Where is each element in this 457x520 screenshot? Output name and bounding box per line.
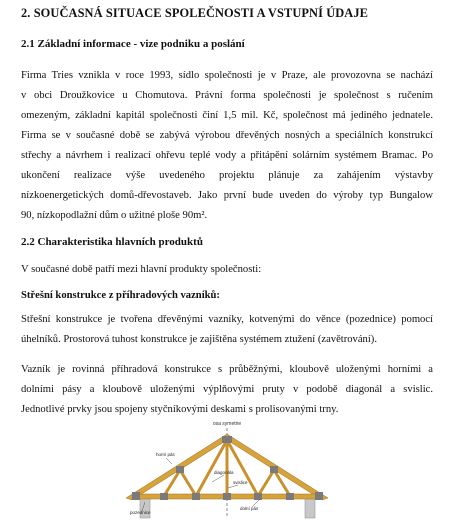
paragraph-line: omezeným, základní kapitál společnosti činí 1,5 mil. Kč, společnost má jediného jednatele.	[21, 110, 433, 121]
section-1-paragraph	[21, 66, 433, 226]
truss-diagram	[120, 418, 335, 520]
paragraph-line: v obci Droužkovice u Chomutova. Právní forma společnosti je společnost s ručením	[21, 90, 433, 101]
paragraph-line: Vazník je rovinná příhradová konstrukce s průběžnými, kloubově uloženými horními a	[21, 364, 433, 375]
chapter-heading: 2. SOUČASNÁ SITUACE SPOLEČNOSTI A VSTUPNÍ ÚDAJE	[21, 6, 369, 20]
product-paragraph-1	[21, 310, 433, 350]
diagonal-label: diagonála	[214, 470, 234, 475]
bottom-chord-label: dolní pás	[240, 506, 259, 511]
paragraph-line: nízkoenergetických domů-dřevostaveb. Jako první bude uveden do výroby typ Bungalow	[21, 190, 433, 201]
bearing-label: pozednice	[130, 510, 151, 515]
paragraph-line: Jednotlivé prvky jsou spojeny styčníkovými deskami s prolisovanými trny.	[21, 404, 339, 415]
left-wall	[140, 498, 150, 518]
paragraph-line: dolními pásy a kloubově uloženými výplňovými pruty v podobě diagonál a svislic.	[21, 384, 433, 395]
product-paragraph-2	[21, 360, 433, 420]
right-wall	[305, 498, 315, 518]
section-2-intro: V současné době patří mezi hlavní produkty společnosti:	[21, 264, 262, 275]
paragraph-line: Střešní konstrukce je tvořena dřevěnými vazníky, kotvenými do věnce (pozednice) pomocí	[21, 314, 433, 325]
paragraph-line: Firma Tries vznikla v roce 1993, sídlo společnosti je v Praze, ale provozovna se nachází	[21, 70, 433, 81]
axis-label: osa symetrie	[212, 421, 242, 427]
top-chord-label: horní pás	[156, 452, 175, 457]
paragraph-line: úhelníků. Prostorová tuhost konstrukce je zajištěna systémem ztužení (zavětrování).	[21, 334, 377, 345]
paragraph-line: střechy a návrhem i realizací ohřevu teplé vody a přitápění solárním systémem Bramac. Po	[21, 150, 433, 161]
product-subtitle: Střešní konstrukce z příhradových vazníků:	[21, 290, 220, 301]
paragraph-line: ukončení realizace výše uvedeného projektu plánuje za zahájením výstavby	[21, 170, 433, 181]
paragraph-line: Firma se v současné době se zabývá výrobou dřevěných nosných a speciálních konstrukcí	[21, 130, 433, 141]
vertical-label: svislice	[233, 480, 248, 485]
section-1-title: 2.1 Základní informace - vize podniku a poslání	[21, 38, 245, 50]
paragraph-line: 90, nízkopodlažní dům o užitné ploše 90m².	[21, 210, 208, 221]
section-2-title: 2.2 Charakteristika hlavních produktů	[21, 236, 203, 248]
